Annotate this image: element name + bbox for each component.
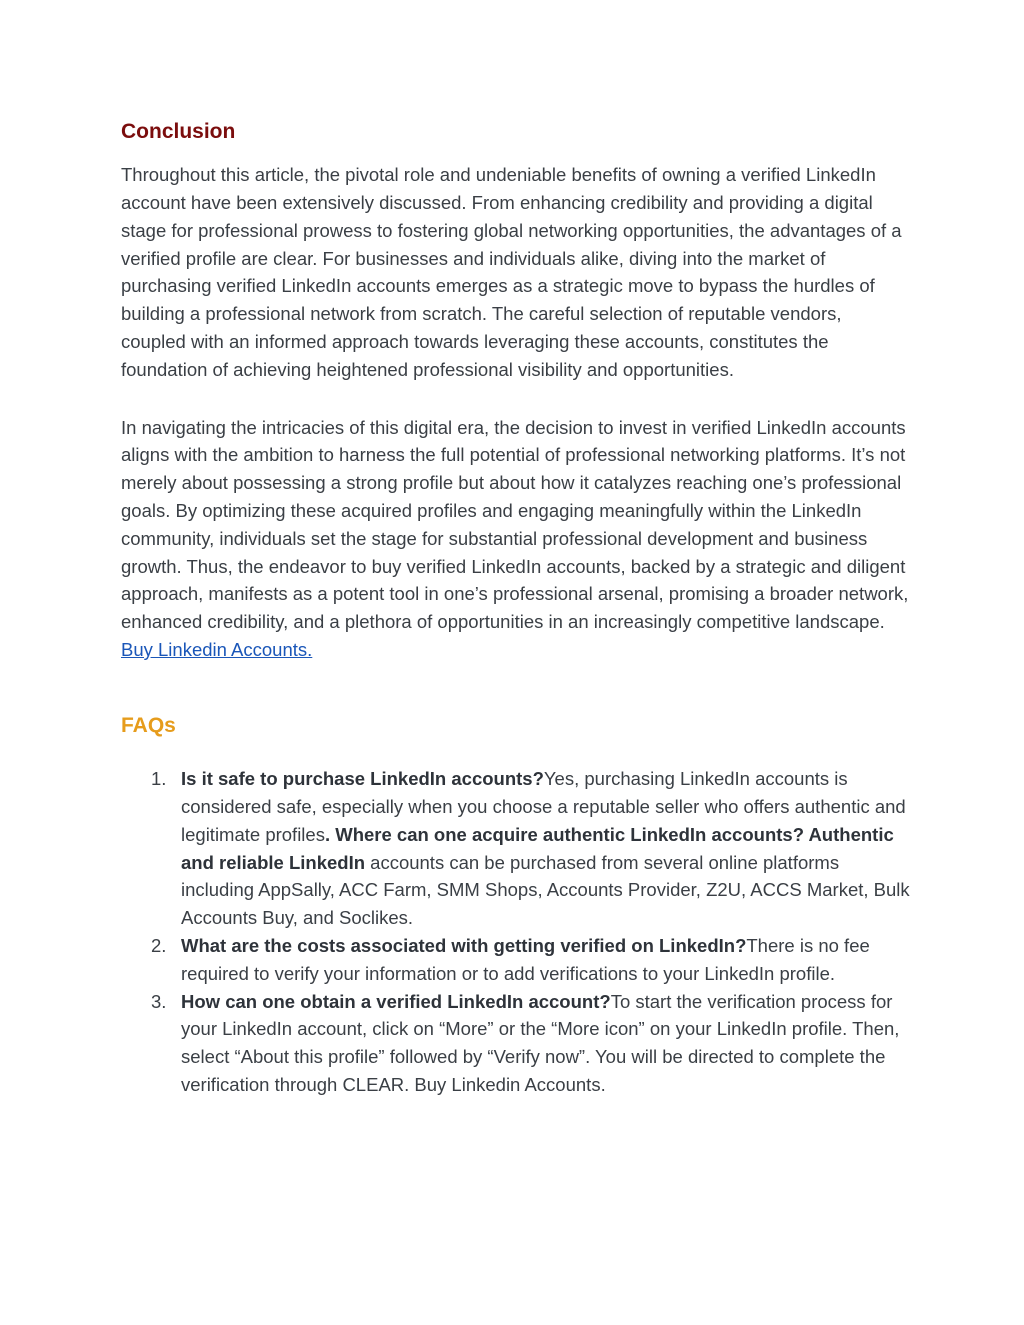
faq-number: 3. — [151, 990, 167, 1012]
faq-answer-continued: accounts can be purchased from several online platforms including AppSally, ACC Farm, SMM Shops, Accounts Provider, Z2U, ACCS Market, Bulk Accounts Buy, and Soclikes. — [181, 851, 910, 929]
faq-number: 2. — [151, 934, 167, 956]
faq-question-inline: . Where can one acquire authentic LinkedIn accounts? Authentic and reliable LinkedIn — [181, 823, 894, 873]
faq-answer: Yes, purchasing LinkedIn accounts is considered safe, especially when you choose a reputable seller who offers authentic and legitimate profiles — [181, 768, 906, 845]
conclusion-paragraph-2-text: In navigating the intricacies of this digital era, the decision to invest in verified LinkedIn accounts aligns with the ambition to harness the full potential of professional networking platforms. It’s not merely about possessing a strong profile but about how it catalyzes reaching one’s professional goals. By optimizing these acquired profiles and engaging meaningfully within the LinkedIn community, individuals set the stage for substantial professional development and business growth. Thus, the endeavor to buy verified LinkedIn accounts, backed by a strategic and diligent approach, manifests as a potent tool in one’s professional arsenal, promising a broader network, enhanced credibility, and a plethora of opportunities in an increasingly competitive landscape. — [121, 416, 909, 633]
faq-list — [121, 765, 911, 1099]
buy-linkedin-accounts-link[interactable]: Buy Linkedin Accounts. — [121, 639, 313, 661]
document-page — [121, 118, 911, 1099]
faq-number: 1. — [151, 768, 167, 790]
faq-answer: To start the verification process for your LinkedIn account, click on “More” or the “More icon” on your LinkedIn profile. Then, select “About this profile” followed by “Verify now”. You will be directed to complete the verification through CLEAR. Buy Linkedin Accounts. — [181, 990, 900, 1095]
faq-question: How can one obtain a verified LinkedIn account? — [181, 990, 611, 1012]
faqs-heading: FAQs — [121, 713, 176, 737]
conclusion-heading: Conclusion — [121, 120, 236, 143]
faq-item-2 — [121, 932, 911, 988]
faq-question: What are the costs associated with getting verified on LinkedIn? — [181, 934, 747, 956]
faq-answer: There is no fee required to verify your information or to add verifications to your LinkedIn profile. — [181, 934, 870, 984]
faq-question: Is it safe to purchase LinkedIn accounts? — [181, 768, 544, 790]
conclusion-paragraph-1 — [121, 161, 911, 383]
conclusion-paragraph-2 — [121, 414, 911, 664]
faq-item-3 — [121, 988, 911, 1099]
faq-item-1 — [121, 765, 911, 932]
conclusion-paragraph-1-text: Throughout this article, the pivotal role and undeniable benefits of owning a verified LinkedIn account have been extensively discussed. From enhancing credibility and providing a digital stage for professional prowess to fostering global networking opportunities, the advantages of a verified profile are clear. For businesses and individuals alike, diving into the market of purchasing verified LinkedIn accounts emerges as a strategic move to bypass the hurdles of building a professional network from scratch. The careful selection of reputable vendors, coupled with an informed approach towards leveraging these accounts, constitutes the foundation of achieving heightened professional visibility and opportunities. — [121, 164, 902, 380]
